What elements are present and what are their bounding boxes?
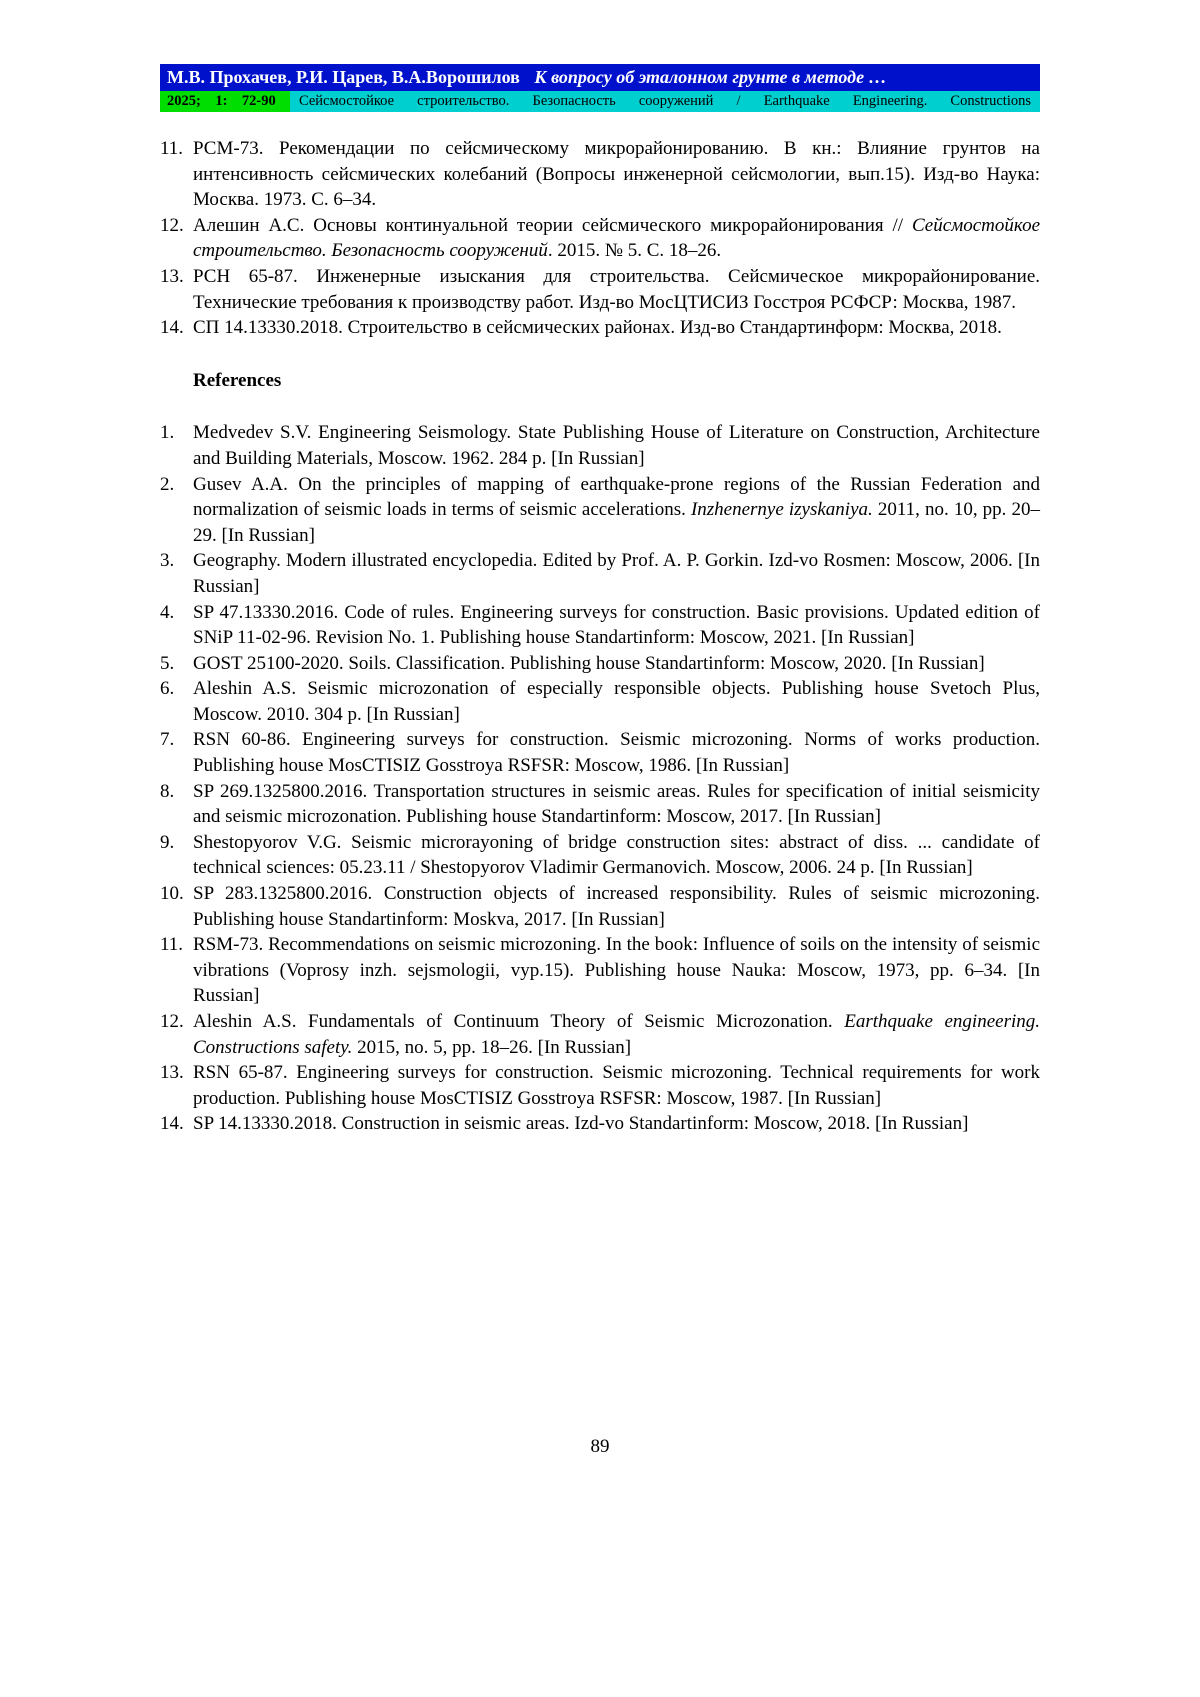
reference-number: 13. [160, 1062, 184, 1084]
reference-number: 3. [160, 550, 175, 572]
reference-segment: SP 47.13330.2016. Code of rules. Engineering surveys for construction. Basic provisions. Updated edition of SNiP 11-02-96. Revision No. 1. Publishing house Standartinform: Moscow, 2021. [In Russian] [193, 601, 1040, 649]
reference-segment: Gusev A.A. On the principles of mapping of earthquake-prone regions of the Russian Federation and normalization of seismic loads in terms of seismic accelerations. [193, 473, 1040, 521]
reference-text [193, 213, 1040, 264]
reference-text [193, 548, 1040, 599]
reference-segment-italic: Сейсмостойкое строительство. Безопасность сооружений [193, 214, 1040, 262]
header-journal-bar [160, 91, 1040, 112]
reference-number: 8. [160, 780, 175, 802]
english-references-list [160, 420, 1040, 1137]
reference-segment: Aleshin A.S. Fundamentals of Continuum Theory of Seismic Microzonation. [193, 1011, 845, 1032]
reference-text [193, 264, 1040, 315]
reference-segment: SP 269.1325800.2016. Transportation structures in seismic areas. Rules for specification of initial seismicity and seismic microzonation. Publishing house Standartinform: Moscow, 2017. [In Russian] [193, 780, 1040, 828]
reference-item [160, 779, 1040, 830]
reference-item [160, 600, 1040, 651]
page-number: 89 [590, 1436, 610, 1457]
reference-item [160, 651, 1040, 677]
reference-number: 12. [160, 214, 184, 236]
reference-number: 11. [160, 138, 184, 159]
header-authors-bar [160, 64, 1040, 91]
reference-segment: 2011, no. 10, pp. 20–29. [In Russian] [193, 499, 1040, 546]
reference-text [193, 472, 1040, 549]
reference-item [160, 881, 1040, 932]
reference-text [193, 932, 1040, 1009]
reference-segment: . 2015. № 5. С. 18–26. [547, 240, 722, 262]
russian-references-list [160, 136, 1040, 341]
reference-segment: РСН 65-87. Инженерные изыскания для строительства. Сейсмическое микрорайонирование. Технические требования к производству работ. Изд-во МосЦТИСИЗ Госстроя РСФСР: Москва, 1987. [193, 265, 1040, 313]
page-body [160, 136, 1040, 1137]
reference-text [193, 136, 1040, 213]
reference-item [160, 264, 1040, 315]
reference-text [193, 651, 1040, 677]
reference-item [160, 830, 1040, 881]
reference-number: 12. [160, 1011, 184, 1032]
reference-text [193, 676, 1040, 727]
reference-number: 7. [160, 729, 175, 751]
reference-item [160, 548, 1040, 599]
reference-number: 6. [160, 678, 175, 700]
reference-item [160, 727, 1040, 778]
reference-number: 14. [160, 317, 184, 339]
reference-text [193, 600, 1040, 651]
reference-number: 1. [160, 422, 175, 444]
reference-segment: SP 14.13330.2018. Construction in seismic areas. Izd-vo Standartinform: Moscow, 2018. [In Russian] [193, 1113, 969, 1135]
reference-segment: RSM-73. Recommendations on seismic microzoning. In the book: Influence of soils on the intensity of seismic vibrations (Voprosy inzh. sejsmologii, vyp.15). Publishing house Nauka: Moscow, 1973, pp. 6–34. [In Russian] [193, 934, 1040, 1007]
reference-text [193, 1009, 1040, 1060]
reference-text [193, 830, 1040, 881]
reference-number: 9. [160, 831, 175, 853]
reference-segment: Geography. Modern illustrated encyclopedia. Edited by Prof. A. P. Gorkin. Izd-vo Rosmen: Moscow, 2006. [In Russian] [193, 550, 1040, 597]
reference-segment: GOST 25100-2020. Soils. Classification. Publishing house Standartinform: Moscow, 2020. [In Russian] [193, 652, 985, 674]
reference-segment-italic: Inzhenernye izyskaniya. [690, 499, 873, 521]
reference-item [160, 676, 1040, 727]
reference-item [160, 420, 1040, 471]
reference-segment: Aleshin A.S. Seismic microzonation of especially responsible objects. Publishing house Svetoch Plus, Moscow. 2010. 304 p. [In Russian] [193, 678, 1040, 725]
reference-segment: RSN 60-86. Engineering surveys for construction. Seismic microzoning. Norms of works production. Publishing house MosCTISIZ Gosstroya RSFSR: Moscow, 1986. [In Russian] [193, 729, 1040, 777]
reference-text [193, 315, 1040, 341]
reference-number: 4. [160, 601, 175, 623]
reference-segment: 2015, no. 5, pp. 18–26. [In Russian] [352, 1036, 632, 1058]
reference-text [193, 1111, 1040, 1137]
reference-segment: Shestopyorov V.G. Seismic microrayoning of bridge construction sites: abstract of diss. ... candidate of technical sciences: 05.23.11 / Shestopyorov Vladimir Germanovich. Moscow, 2006. 24 p. [In Russian] [193, 831, 1040, 879]
reference-segment: РСМ-73. Рекомендации по сейсмическому микрорайонированию. В кн.: Влияние грунтов на интенсивность сейсмических колебаний (Вопросы инженерной сейсмологии, вып.15). Изд-во Наука: Москва. 1973. С. 6–34. [193, 138, 1040, 211]
reference-item [160, 1111, 1040, 1137]
reference-item [160, 1060, 1040, 1111]
header-running-title: К вопросу об эталонном грунте в методе … [534, 67, 887, 87]
reference-text [193, 420, 1040, 471]
reference-number: 2. [160, 473, 175, 495]
references-heading: References [193, 369, 282, 391]
reference-item [160, 472, 1040, 549]
header-issue-info: 2025; 1: 72-90 [160, 91, 290, 112]
reference-number: 5. [160, 652, 175, 674]
reference-number: 13. [160, 265, 184, 287]
reference-segment: Алешин А.С. Основы континуальной теории сейсмического микрорайонирования // [193, 214, 912, 236]
header-journal-line: Сейсмостойкое строительство. Безопасность сооружений / Earthquake Engineering. Constructions [290, 91, 1040, 112]
reference-text [193, 779, 1040, 830]
reference-item [160, 315, 1040, 341]
reference-number: 14. [160, 1113, 184, 1135]
reference-segment: SP 283.1325800.2016. Construction objects of increased responsibility. Rules of seismic microzoning. Publishing house Standartinform: Moskva, 2017. [In Russian] [193, 883, 1040, 930]
reference-segment-italic: Earthquake engineering. Constructions safety. [193, 1011, 1040, 1058]
reference-item [160, 1009, 1040, 1060]
reference-text [193, 881, 1040, 932]
reference-segment: Medvedev S.V. Engineering Seismology. State Publishing House of Literature on Construction, Architecture and Building Materials, Moscow. 1962. 284 p. [In Russian] [193, 422, 1040, 469]
reference-item [160, 932, 1040, 1009]
reference-number: 11. [160, 934, 184, 956]
reference-segment: СП 14.13330.2018. Строительство в сейсмических районах. Изд-во Стандартинформ: Москва, 2018. [193, 317, 1002, 339]
header-authors: М.В. Прохачев, Р.И. Царев, В.А.Ворошилов [167, 67, 520, 87]
page-header [160, 64, 1040, 112]
reference-item [160, 136, 1040, 213]
reference-segment: RSN 65-87. Engineering surveys for construction. Seismic microzoning. Technical requirements for work production. Publishing house MosCTISIZ Gosstroya RSFSR: Moscow, 1987. [In Russian] [193, 1062, 1040, 1109]
reference-number: 10. [160, 883, 184, 905]
reference-item [160, 213, 1040, 264]
reference-text [193, 727, 1040, 778]
reference-text [193, 1060, 1040, 1111]
